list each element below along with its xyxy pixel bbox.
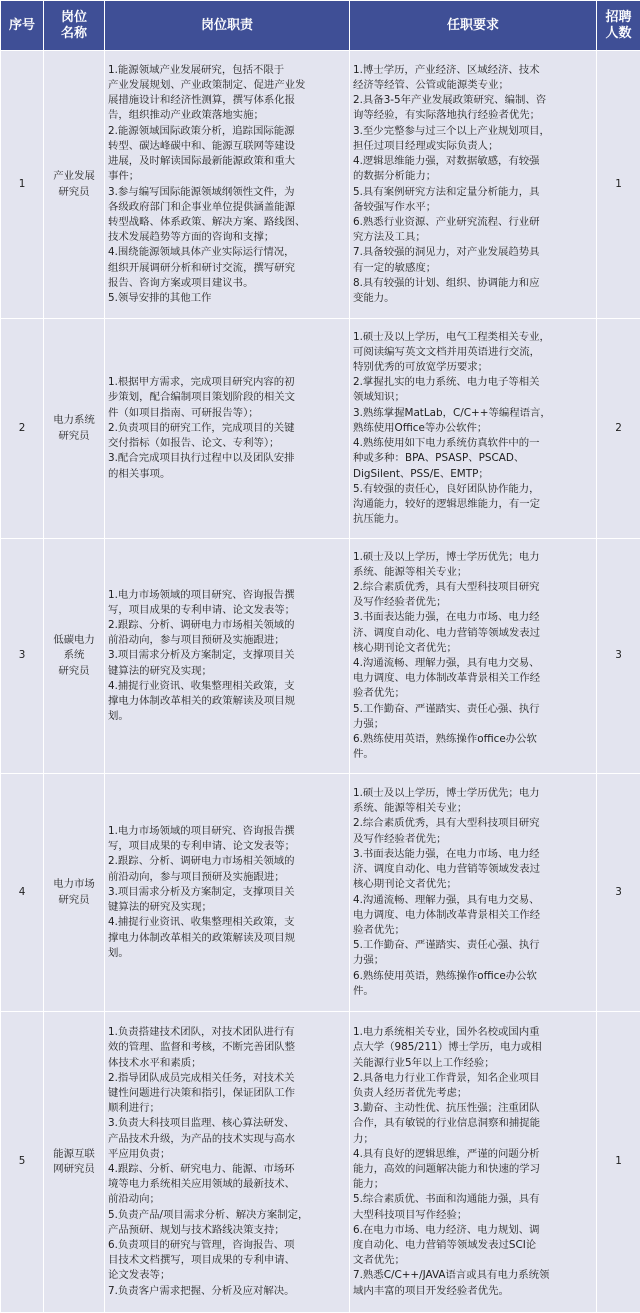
requirement-line: 核心期刊论文者优先；	[353, 877, 593, 892]
duty-line: 前沿动向，参与项目预研及实施跟进；	[108, 870, 346, 885]
duty-line: 报告、咨询方案或项目建议书。	[108, 276, 346, 291]
table-row	[1, 319, 640, 539]
duty-line: 划。	[108, 946, 346, 961]
requirement-line: 2.综合素质优秀，具有大型科技项目研究	[353, 580, 593, 595]
requirement-line: 3.书面表达能力强，在电力市场、电力经	[353, 847, 593, 862]
duty-line: 4.跟踪、分析、研究电力、能源、市场环	[108, 1162, 346, 1177]
requirement-line: 系统、能源等相关专业；	[353, 565, 593, 580]
headcount: 3	[597, 539, 640, 774]
headcount: 3	[597, 774, 640, 1012]
requirement-line: 域内丰富的项目开发经验者优先。	[353, 1284, 593, 1299]
requirement-line: 1.硕士及以上学历，电气工程类相关专业，	[353, 330, 593, 345]
duty-line: 顺利进行；	[108, 1101, 346, 1116]
requirement-line: 件。	[353, 747, 593, 762]
position-name	[44, 319, 105, 539]
requirement-line: 电力调度、电力体制改革背景相关工作经	[353, 908, 593, 923]
row-number: 2	[1, 319, 44, 539]
position-name-line: 研究员	[47, 664, 101, 679]
header-count	[597, 1, 640, 51]
requirement-line: 2.具备电力行业工作背景，知名企业项目	[353, 1071, 593, 1086]
requirement-line: 种或多种：BPA、PSASP、PSCAD、	[353, 451, 593, 466]
duty-line: 件（如项目指南、可研报告等）；	[108, 406, 346, 421]
requirement-line: 6.在电力市场、电力经济、电力规划、调	[353, 1223, 593, 1238]
requirement-line: 5.综合素质优、书面和沟通能力强，具有	[353, 1192, 593, 1207]
headcount: 2	[597, 319, 640, 539]
header-position-line: 名称	[46, 26, 102, 42]
table-row	[1, 539, 640, 774]
requirement-line: 的数据分析能力；	[353, 169, 593, 184]
requirement-line: DigSilent、PSS/E、EMTP；	[353, 467, 593, 482]
requirement-line: 3.至少完整参与过三个以上产业规划项目，	[353, 124, 593, 139]
duty-line: 键算法的研究及实现；	[108, 664, 346, 679]
requirement-line: 7.熟悉C/C++/JAVA语言或具有电力系统领	[353, 1268, 593, 1283]
requirements-cell	[350, 774, 597, 1012]
requirement-line: 验者优先；	[353, 686, 593, 701]
requirement-line: 合作，具有敏锐的行业信息洞察和捕捉能	[353, 1116, 593, 1131]
duty-line: 2.指导团队成员完成相关任务，对技术关	[108, 1071, 346, 1086]
duty-line: 组织开展调研分析和研讨交流，撰写研究	[108, 261, 346, 276]
requirement-line: 备较强写作水平；	[353, 200, 593, 215]
requirement-line: 核心期刊论文者优先；	[353, 641, 593, 656]
requirement-line: 抗压能力。	[353, 512, 593, 527]
duty-line: 3.配合完成项目执行过程中以及团队安排	[108, 451, 346, 466]
duty-line: 2.跟踪、分析、调研电力市场相关领域的	[108, 854, 346, 869]
header-count-line: 人数	[599, 26, 638, 42]
duty-line: 键算法的研究及实现；	[108, 900, 346, 915]
header-num: 序号	[1, 1, 44, 51]
requirement-line: 系统、能源等相关专业；	[353, 801, 593, 816]
requirement-line: 济、调度自动化、电力营销等领域发表过	[353, 626, 593, 641]
duty-line: 展措施设计和经济性测算，撰写体系化报	[108, 93, 346, 108]
headcount: 1	[597, 1012, 640, 1313]
requirement-line: 3.勤奋、主动性优、抗压性强；注重团队	[353, 1101, 593, 1116]
requirement-line: 力；	[353, 1132, 593, 1147]
duty-line: 效的管理、监督和考核，不断完善团队整	[108, 1040, 346, 1055]
position-name-line: 低碳电力	[47, 633, 101, 648]
duty-line: 的相关事项。	[108, 467, 346, 482]
requirement-line: 担任过项目经理或实际负责人；	[353, 139, 593, 154]
duties-cell	[105, 51, 350, 319]
duty-line: 6.负责项目的研究与管理，咨询报告、项	[108, 1238, 346, 1253]
requirement-line: 4.沟通流畅、理解力强，具有电力交易、	[353, 893, 593, 908]
duty-line: 1.负责搭建技术团队，对技术团队进行有	[108, 1025, 346, 1040]
requirements-cell	[350, 539, 597, 774]
duty-line: 5.领导安排的其他工作	[108, 291, 346, 306]
position-name-line: 系统	[47, 648, 101, 663]
table-row	[1, 1012, 640, 1313]
requirement-line: 负责人经历者优先考虑；	[353, 1086, 593, 1101]
requirement-line: 7.具备较强的洞见力，对产业发展趋势具	[353, 245, 593, 260]
requirement-line: 熟练使用Office等办公软件；	[353, 421, 593, 436]
requirement-line: 1.硕士及以上学历，博士学历优先；电力	[353, 786, 593, 801]
duty-line: 1.能源领域产业发展研究，包括不限于	[108, 63, 346, 78]
requirement-line: 3.熟练掌握MatLab，C/C++等编程语言，	[353, 406, 593, 421]
duty-line: 前沿动向，参与项目预研及实施跟进；	[108, 633, 346, 648]
requirement-line: 5.具有案例研究方法和定量分析能力，具	[353, 185, 593, 200]
duty-line: 技术发展趋势等方面的咨询和支撑；	[108, 230, 346, 245]
header-row	[1, 1, 640, 51]
requirement-line: 1.博士学历，产业经济、区域经济、技术	[353, 63, 593, 78]
duty-line: 产品预研、规划与技术路线决策支持；	[108, 1223, 346, 1238]
duties-cell	[105, 774, 350, 1012]
requirement-line: 8.具有较强的计划、组织、协调能力和应	[353, 276, 593, 291]
requirement-line: 1.硕士及以上学历，博士学历优先；电力	[353, 550, 593, 565]
row-number: 3	[1, 539, 44, 774]
duty-line: 平应用负责；	[108, 1147, 346, 1162]
row-number: 1	[1, 51, 44, 319]
requirement-line: 验者优先；	[353, 923, 593, 938]
requirements-cell	[350, 1012, 597, 1313]
duty-line: 撑电力体制改革相关的政策解读及项目规	[108, 694, 346, 709]
requirement-line: 6.熟练使用英语，熟练操作office办公软	[353, 732, 593, 747]
duty-line: 2.负责项目的研究工作，完成项目的关键	[108, 421, 346, 436]
duty-line: 3.项目需求分析及方案制定，支撑项目关	[108, 885, 346, 900]
duties-cell	[105, 1012, 350, 1313]
row-number: 4	[1, 774, 44, 1012]
duties-cell	[105, 319, 350, 539]
duty-line: 1.电力市场领域的项目研究、咨询报告撰	[108, 588, 346, 603]
requirement-line: 度自动化、电力营销等领域发表过SCI论	[353, 1238, 593, 1253]
requirement-line: 及写作经验者优先；	[353, 832, 593, 847]
duty-line: 前沿动向；	[108, 1192, 346, 1207]
requirement-line: 特别优秀的可放宽学历要求；	[353, 360, 593, 375]
position-name-line: 研究员	[47, 893, 101, 908]
requirement-line: 6.熟练使用英语，熟练操作office办公软	[353, 969, 593, 984]
requirement-line: 5.有较强的责任心，良好团队协作能力，	[353, 482, 593, 497]
requirement-line: 2.综合素质优秀，具有大型科技项目研究	[353, 816, 593, 831]
duty-line: 2.能源领域国际政策分析，追踪国际能源	[108, 124, 346, 139]
duty-line: 3.负责大科技项目监理、核心算法研发、	[108, 1116, 346, 1131]
duty-line: 5.负责产品/项目需求分析、解决方案制定，	[108, 1208, 346, 1223]
duty-line: 4.捕捉行业资讯、收集整理相关政策，支	[108, 679, 346, 694]
requirement-line: 4.熟练使用如下电力系统仿真软件中的一	[353, 436, 593, 451]
header-requirements: 任职要求	[350, 1, 597, 51]
position-name-line: 网研究员	[47, 1162, 101, 1177]
duty-line: 划。	[108, 709, 346, 724]
duty-line: 撑电力体制改革相关的政策解读及项目规	[108, 931, 346, 946]
requirement-line: 究方法及工具；	[353, 230, 593, 245]
row-number: 5	[1, 1012, 44, 1313]
requirement-line: 能力，高效的问题解决能力和快速的学习	[353, 1162, 593, 1177]
duty-line: 事件；	[108, 169, 346, 184]
requirement-line: 文者优先；	[353, 1253, 593, 1268]
duty-line: 论文发表等；	[108, 1268, 346, 1283]
duty-line: 3.参与编写国际能源领域纲领性文件，为	[108, 185, 346, 200]
requirement-line: 沟通能力，较好的逻辑思维能力，有一定	[353, 497, 593, 512]
requirement-line: 1.电力系统相关专业，国外名校或国内重	[353, 1025, 593, 1040]
position-name	[44, 1012, 105, 1313]
position-name-line: 产业发展	[47, 169, 101, 184]
duty-line: 2.跟踪、分析、调研电力市场相关领域的	[108, 618, 346, 633]
position-name	[44, 539, 105, 774]
duty-line: 7.负责客户需求把握、分析及应对解决。	[108, 1284, 346, 1299]
requirement-line: 领域知识；	[353, 390, 593, 405]
position-name	[44, 774, 105, 1012]
position-name-line: 研究员	[47, 429, 101, 444]
position-name-line: 能源互联	[47, 1147, 101, 1162]
table-row	[1, 774, 640, 1012]
duty-line: 各级政府部门和企事业单位提供涵盖能源	[108, 200, 346, 215]
duty-line: 1.电力市场领域的项目研究、咨询报告撰	[108, 824, 346, 839]
duty-line: 产品技术升级，为产品的技术实现与高水	[108, 1132, 346, 1147]
requirement-line: 可阅读编写英文文档并用英语进行交流，	[353, 345, 593, 360]
requirement-line: 4.沟通流畅、理解力强，具有电力交易、	[353, 656, 593, 671]
requirement-line: 件。	[353, 984, 593, 999]
requirement-line: 关能源行业5年以上工作经验；	[353, 1056, 593, 1071]
requirement-line: 济、调度自动化、电力营销等领域发表过	[353, 862, 593, 877]
duty-line: 目技术文档撰写，项目成果的专利申请、	[108, 1253, 346, 1268]
requirement-line: 5.工作勤奋、严谨踏实、责任心强、执行	[353, 938, 593, 953]
duty-line: 步策划，配合编制项目策划阶段的相关文	[108, 390, 346, 405]
duties-cell	[105, 539, 350, 774]
requirement-line: 点大学（985/211）博士学历，电力或相	[353, 1040, 593, 1055]
requirement-line: 电力调度、电力体制改革背景相关工作经	[353, 671, 593, 686]
requirement-line: 2.具备3-5年产业发展政策研究、编制、咨	[353, 93, 593, 108]
duty-line: 写，项目成果的专利申请、论文发表等；	[108, 603, 346, 618]
headcount: 1	[597, 51, 640, 319]
header-position-line: 岗位	[46, 10, 102, 26]
position-name	[44, 51, 105, 319]
duty-line: 转型、碳达峰碳中和、能源互联网等建设	[108, 139, 346, 154]
header-duties: 岗位职责	[105, 1, 350, 51]
requirement-line: 大型科技项目写作经验；	[353, 1208, 593, 1223]
requirement-line: 有一定的敏感度；	[353, 261, 593, 276]
requirement-line: 4.逻辑思维能力强，对数据敏感，有较强	[353, 154, 593, 169]
requirement-line: 变能力。	[353, 291, 593, 306]
position-name-line: 电力市场	[47, 877, 101, 892]
requirements-cell	[350, 319, 597, 539]
requirement-line: 经济等经管、公管或能源类专业；	[353, 78, 593, 93]
requirement-line: 能力；	[353, 1177, 593, 1192]
duty-line: 体技术水平和素质；	[108, 1056, 346, 1071]
duty-line: 4.捕捉行业资讯、收集整理相关政策，支	[108, 915, 346, 930]
requirement-line: 询等经验，有实际落地执行经验者优先；	[353, 108, 593, 123]
requirements-cell	[350, 51, 597, 319]
duty-line: 转型战略、体系政策、解决方案、路线图、	[108, 215, 346, 230]
requirement-line: 3.书面表达能力强，在电力市场、电力经	[353, 610, 593, 625]
duty-line: 产业发展规划、产业政策制定、促进产业发	[108, 78, 346, 93]
header-position	[44, 1, 105, 51]
duty-line: 写，项目成果的专利申请、论文发表等；	[108, 839, 346, 854]
header-count-line: 招聘	[599, 10, 638, 26]
duty-line: 进展，及时解读国际最新能源政策和重大	[108, 154, 346, 169]
requirement-line: 及写作经验者优先；	[353, 595, 593, 610]
requirement-line: 4.具有良好的逻辑思维，严谨的问题分析	[353, 1147, 593, 1162]
duty-line: 交付指标（如报告、论文、专利等）；	[108, 436, 346, 451]
duty-line: 境等电力系统相关应用领域的最新技术、	[108, 1177, 346, 1192]
duty-line: 告，组织推动产业政策落地实施；	[108, 108, 346, 123]
requirement-line: 2.掌握扎实的电力系统、电力电子等相关	[353, 375, 593, 390]
position-name-line: 电力系统	[47, 413, 101, 428]
requirement-line: 6.熟悉行业资源、产业研究流程、行业研	[353, 215, 593, 230]
duty-line: 3.项目需求分析及方案制定，支撑项目关	[108, 648, 346, 663]
requirement-line: 力强；	[353, 953, 593, 968]
duty-line: 4.围绕能源领域具体产业实际运行情况，	[108, 245, 346, 260]
table-row	[1, 51, 640, 319]
requirement-line: 力强；	[353, 717, 593, 732]
duty-line: 键性问题进行决策和指引，保证团队工作	[108, 1086, 346, 1101]
requirement-line: 5.工作勤奋、严谨踏实、责任心强、执行	[353, 702, 593, 717]
duty-line: 1.根据甲方需求，完成项目研究内容的初	[108, 375, 346, 390]
position-name-line: 研究员	[47, 185, 101, 200]
